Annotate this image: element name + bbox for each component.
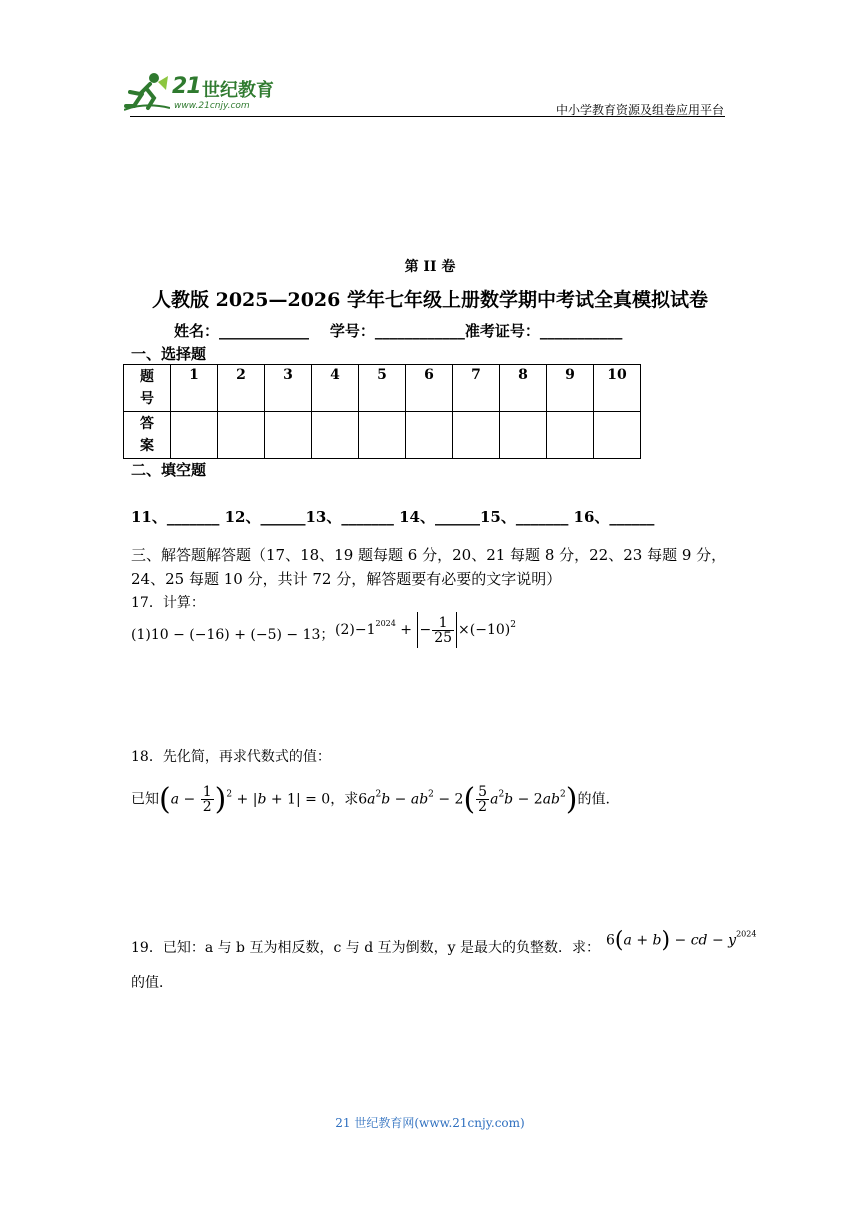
row-label-number: 题 号 xyxy=(124,365,171,412)
q17-frac-denominator: 25 xyxy=(434,629,453,646)
question-number: 8 xyxy=(500,365,547,412)
answer-cell[interactable] xyxy=(265,412,312,459)
volume-label: 第 II 卷 xyxy=(404,259,456,275)
question-number: 10 xyxy=(594,365,641,412)
logo-number: 21 xyxy=(172,74,201,99)
student-info: 姓名：____________ 学号：____________准考证号：___________ xyxy=(174,322,623,340)
exam-title: 人教版 2025—2026 学年七年级上册数学期中考试全真模拟试卷 xyxy=(152,289,708,311)
answer-cell[interactable] xyxy=(594,412,641,459)
header-divider xyxy=(130,116,725,117)
platform-name: 中小学教育资源及组卷应用平台 xyxy=(555,103,724,117)
abs-bar-left xyxy=(417,612,418,648)
q17-frac-numerator: 1 xyxy=(432,616,454,631)
q17-fraction xyxy=(432,616,454,645)
answer-cell[interactable] xyxy=(312,412,359,459)
q17-part2: $(2)-1^{2024}$ + − $\frac{1}{25}$ $\times(-10)^2$ xyxy=(335,612,516,648)
answer-cell[interactable] xyxy=(359,412,406,459)
answer-cell[interactable] xyxy=(406,412,453,459)
question-number: 6 xyxy=(406,365,453,412)
answer-cell[interactable] xyxy=(171,412,218,459)
q18-expression: 已知(a − $\frac{1}{2}$ )$^2$ + |b + 1| = 0，求$6a^2b - ab^2 - 2$( $\frac{5}{2}$ $a^2b - 2ab^2$)的值. xyxy=(131,782,610,817)
footer-link[interactable]: 21 世纪教育网(www.21cnjy.com) xyxy=(335,1116,525,1130)
abs-bar-right xyxy=(456,612,457,648)
number-row xyxy=(124,365,641,412)
answer-table xyxy=(123,364,641,459)
question-number: 9 xyxy=(547,365,594,412)
q19-exponent: 2024 xyxy=(736,929,757,939)
question-number: 1 xyxy=(171,365,218,412)
q18-known: 已知 xyxy=(131,791,159,808)
question-number: 3 xyxy=(265,365,312,412)
logo xyxy=(122,70,292,116)
answer-cell[interactable] xyxy=(453,412,500,459)
q18-find: ，求 xyxy=(330,791,359,808)
q17-part2-label: (2) xyxy=(335,622,355,638)
answer-cell[interactable] xyxy=(500,412,547,459)
section3-heading: 三、解答题解答题（17、18、19 题每题 6 分，20、21 每题 8 分，22、23 每题 9 分，24、25 每题 10 分，共计 72 分，解答题要有必要的文字说明） xyxy=(131,546,727,588)
answer-row xyxy=(124,412,641,459)
question-number: 2 xyxy=(218,365,265,412)
runner-logo-icon xyxy=(124,72,170,112)
answer-cell[interactable] xyxy=(218,412,265,459)
q19-stem: 19．已知：a 与 b 互为相反数，c 与 d 互为倒数，y 是最大的负整数．求： xyxy=(131,940,600,956)
q19-expression: 6(a + b) − cd − $y^{2024}$ xyxy=(606,928,757,953)
q18-stem: 18．先化简，再求代数式的值： xyxy=(131,749,331,765)
question-number: 5 xyxy=(359,365,406,412)
question-number: 7 xyxy=(453,365,500,412)
section2-heading: 二、填空题 xyxy=(131,461,207,479)
logo-text: 世纪教育 xyxy=(202,80,274,101)
fill-blanks: 11、_______ 12、______13、_______ 14、______15、_______ 16、______ xyxy=(131,508,655,526)
q17-part1: (1)10 − (−16) + (−5) − 13； xyxy=(131,627,335,643)
question-number: 4 xyxy=(312,365,359,412)
q19-tail: 的值． xyxy=(131,975,173,991)
logo-url: www.21cnjy.com xyxy=(174,101,250,111)
section1-heading: 一、选择题 xyxy=(131,345,207,363)
q17-stem: 17．计算： xyxy=(131,595,205,611)
q18-tail: 的值. xyxy=(577,791,610,808)
q17-exponent: 2024 xyxy=(375,619,396,628)
row-label-answer: 答 案 xyxy=(124,412,171,459)
answer-cell[interactable] xyxy=(547,412,594,459)
